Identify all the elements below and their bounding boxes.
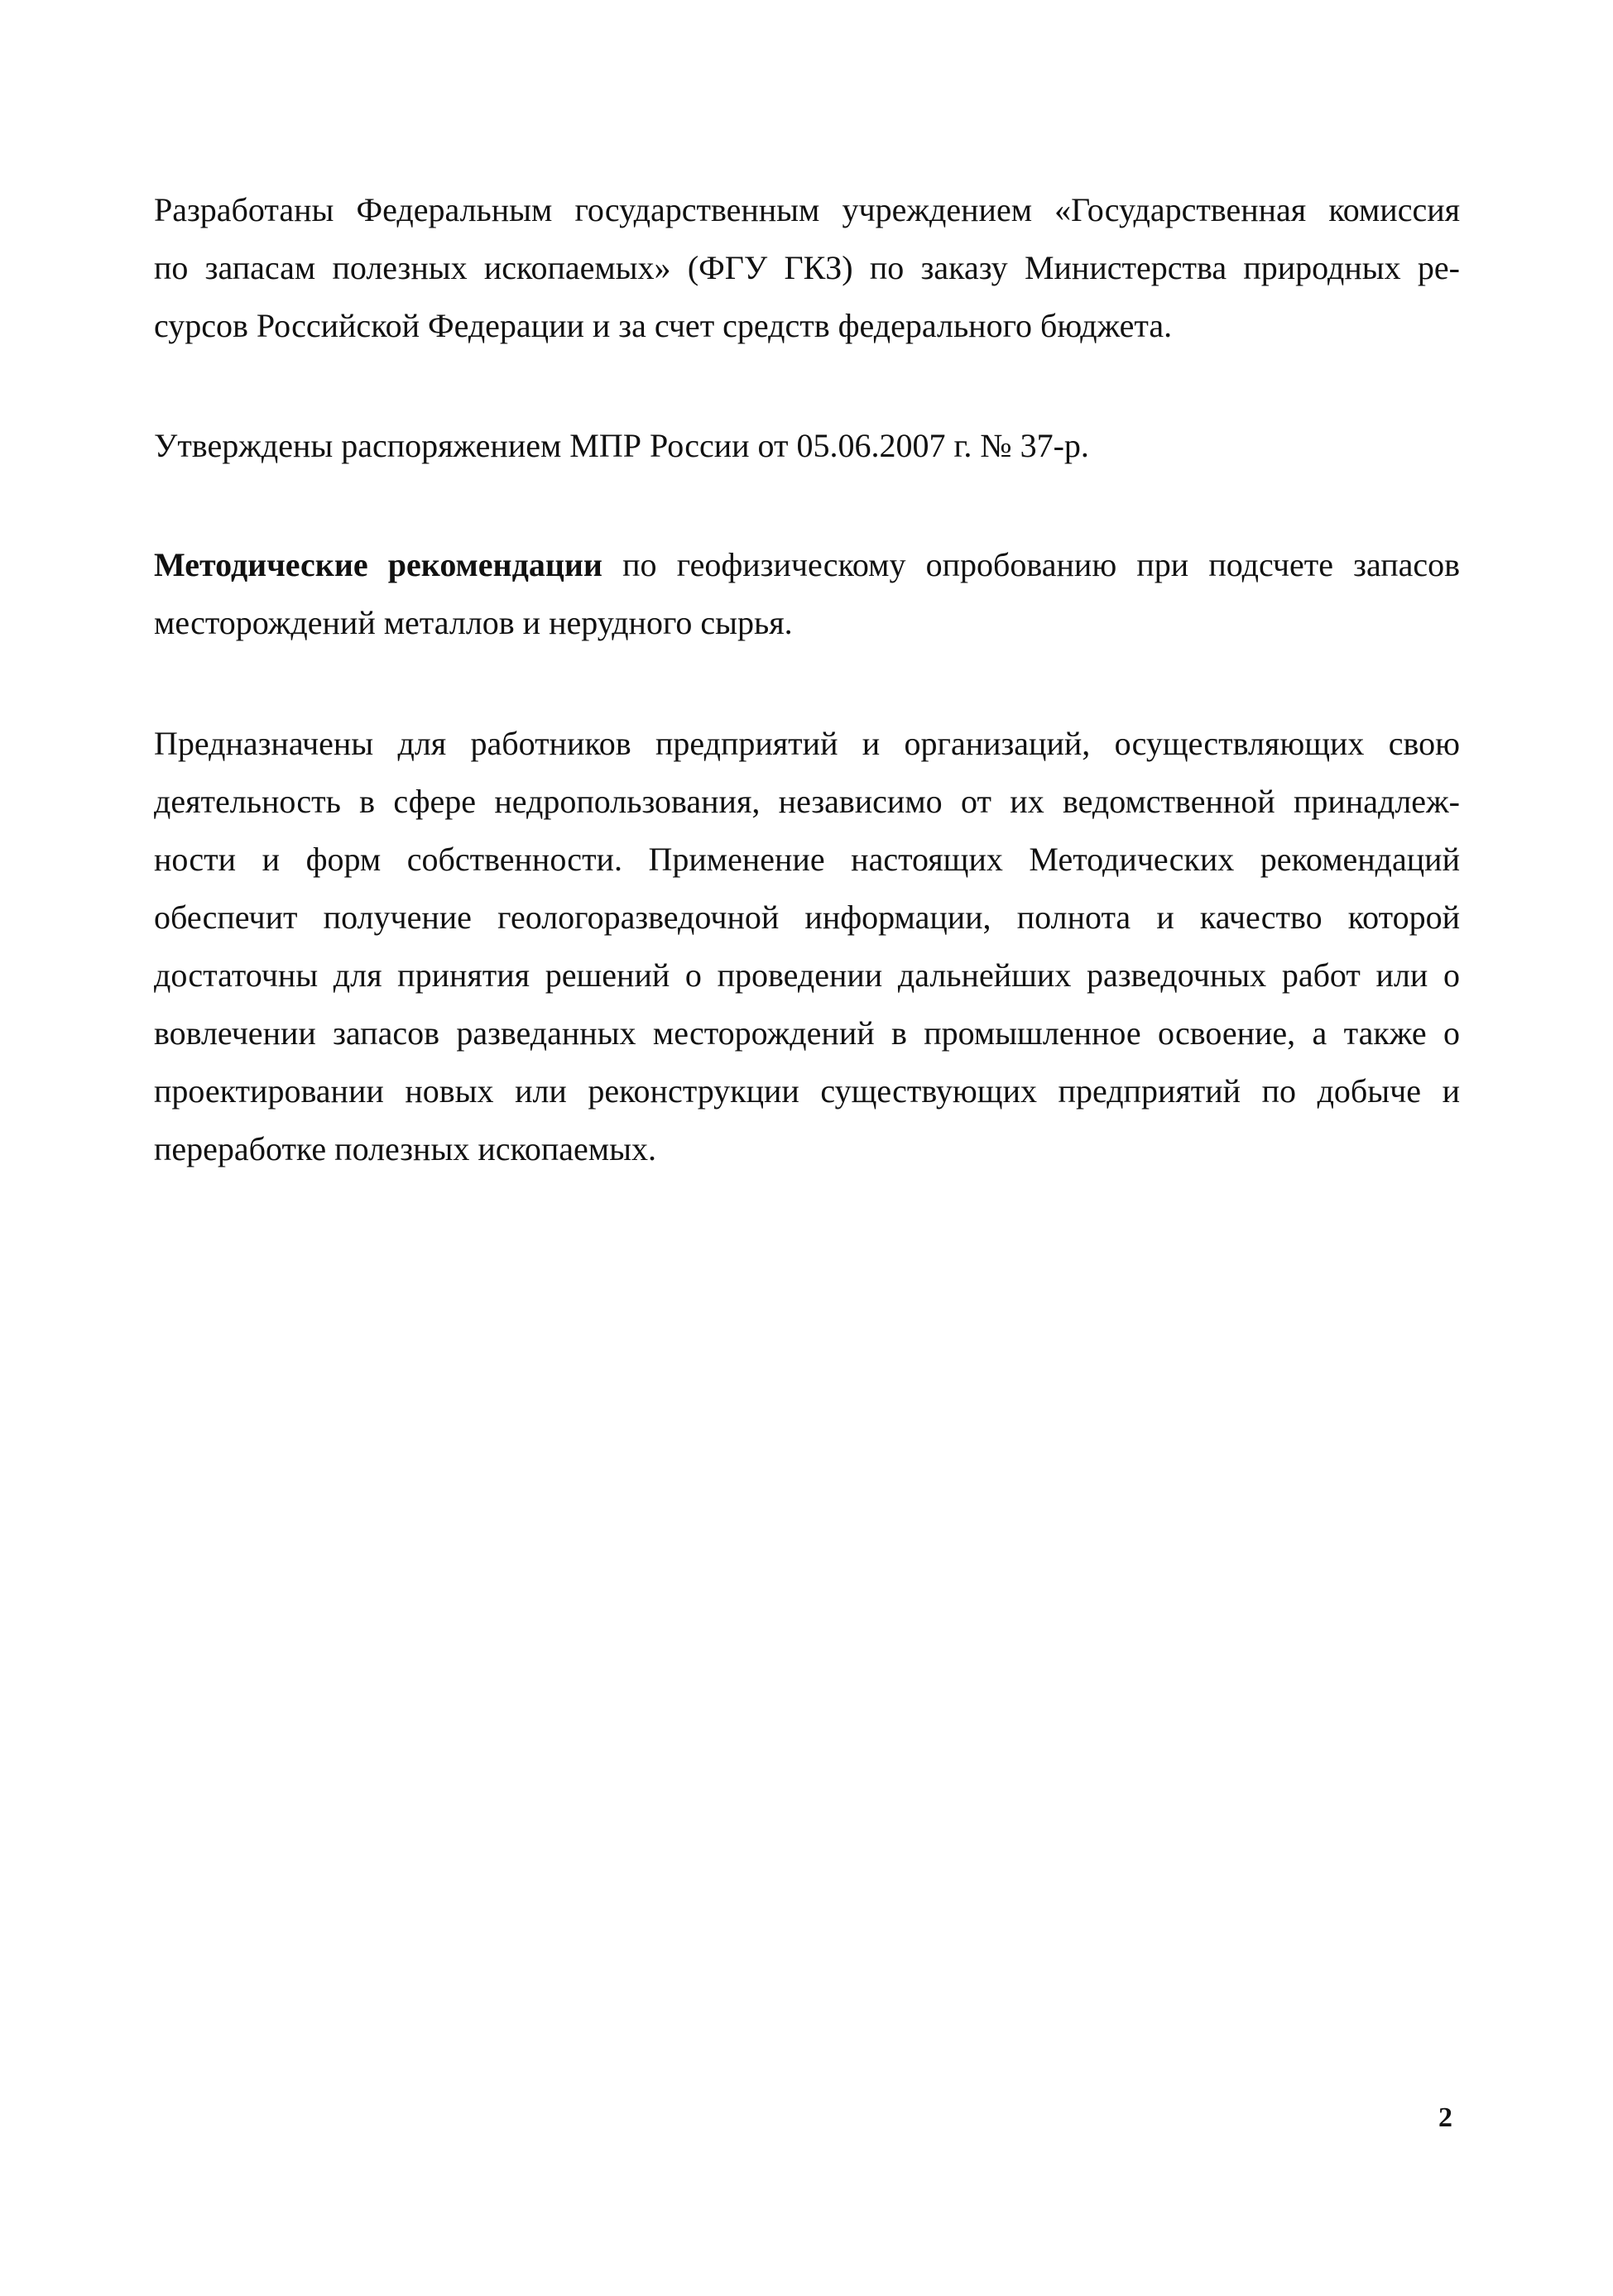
text-line: деятельность в сфере недропользования, независимо от их ведомственной принадлеж- <box>154 783 1460 820</box>
text-line: обеспечит получение геологоразведочной информации, полнота и качество которой <box>154 899 1460 936</box>
text-line: Разработаны Федеральным государственным учреждением «Государственная комиссия <box>154 191 1460 228</box>
page-number: 2 <box>1438 2102 1452 2133</box>
paragraph-title <box>154 536 1460 652</box>
title-line-rest: по геофизическому опробованию при подсчете запасов <box>602 546 1461 583</box>
text-line: вовлечении запасов разведанных месторождений в промышленное освоение, а также о <box>154 1014 1460 1052</box>
text-line: месторождений металлов и нерудного сырья. <box>154 604 793 641</box>
text-line: ности и форм собственности. Применение настоящих Методических рекомендаций <box>154 841 1460 878</box>
text-line: проектировании новых или реконструкции существующих предприятий по добыче и <box>154 1072 1460 1110</box>
paragraph-developed <box>154 181 1460 355</box>
text-line <box>154 536 1460 594</box>
paragraph-purpose <box>154 715 1460 1178</box>
text-line: сурсов Российской Федерации и за счет средств федерального бюджета. <box>154 307 1173 344</box>
document-title-bold: Методические рекомендации <box>154 546 602 583</box>
text-line: переработке полезных ископаемых. <box>154 1130 656 1167</box>
paragraph-approved <box>154 417 1460 475</box>
text-line: Утверждены распоряжением МПР России от 05.06.2007 г. № 37-р. <box>154 427 1089 464</box>
text-line: Предназначены для работников предприятий и организаций, осуществляющих свою <box>154 725 1460 762</box>
text-line: по запасам полезных ископаемых» (ФГУ ГКЗ) по заказу Министерства природных ре- <box>154 249 1460 286</box>
text-line: достаточны для принятия решений о проведении дальнейших разведочных работ или о <box>154 956 1460 994</box>
